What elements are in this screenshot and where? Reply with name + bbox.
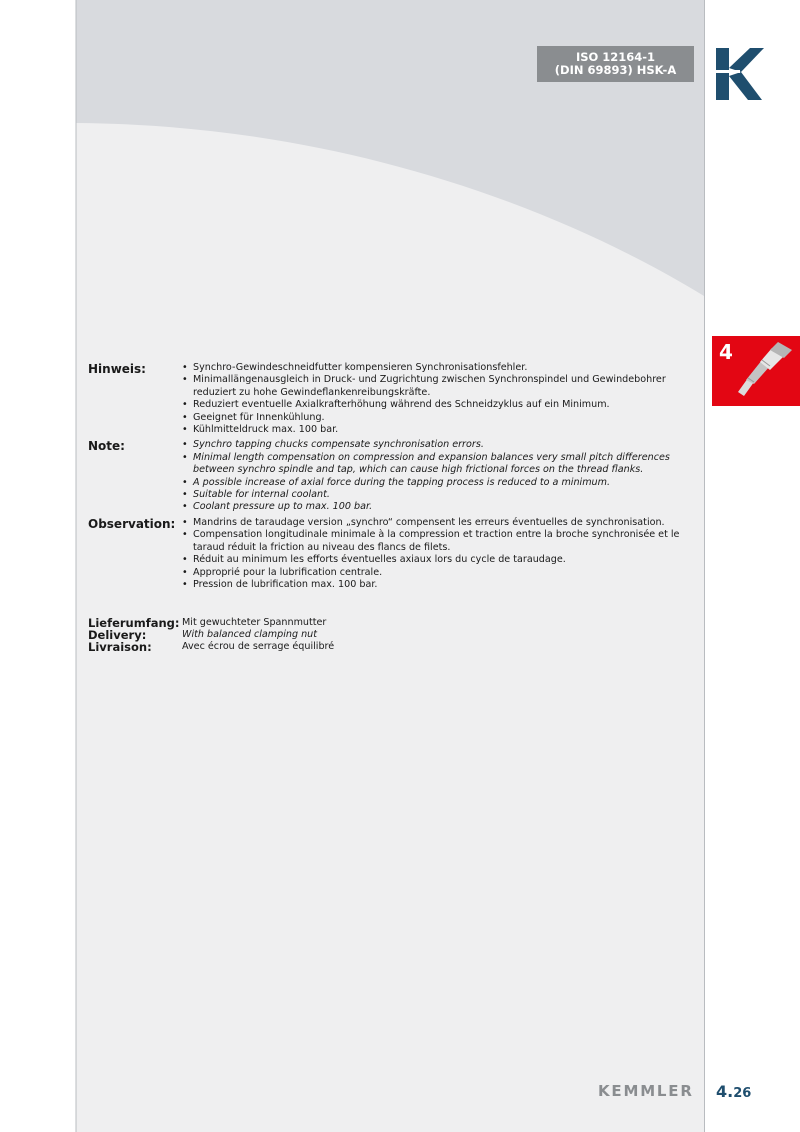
list-item: • Suitable for internal coolant. — [182, 489, 698, 501]
delivery-block — [88, 617, 588, 653]
delivery-row-fr — [88, 641, 588, 653]
list-item: • Réduit au minimum les efforts éventuelles axiaux lors du cycle de taraudage. — [182, 554, 698, 566]
chapter-tab[interactable] — [712, 336, 800, 406]
delivery-value: With balanced clamping nut — [182, 629, 318, 640]
delivery-value: Mit gewuchteter Spannmutter — [182, 617, 327, 628]
section-hinweis — [88, 362, 698, 436]
bullet-list — [182, 439, 698, 513]
delivery-label: Delivery: — [88, 628, 147, 642]
list-item: • Approprié pour la lubrification centrale. — [182, 567, 698, 579]
bullet-list — [182, 517, 698, 591]
section-note — [88, 439, 698, 513]
delivery-label: Lieferumfang: — [88, 616, 180, 630]
section-label: Observation: — [88, 516, 176, 531]
list-item: • Pression de lubrification max. 100 bar. — [182, 579, 698, 591]
delivery-value: Avec écrou de serrage équilibré — [182, 641, 335, 652]
list-item: • Geeignet für Innenkühlung. — [182, 412, 698, 424]
list-item: • Synchro tapping chucks compensate synchronisation errors. — [182, 439, 698, 451]
delivery-label: Livraison: — [88, 640, 152, 654]
standard-line-1: ISO 12164-1 — [575, 50, 656, 64]
list-item: • Synchro-Gewindeschneidfutter kompensieren Synchronisationsfehler. — [182, 362, 698, 374]
delivery-row-en — [88, 629, 588, 641]
notes-content — [88, 362, 698, 594]
section-label: Note: — [88, 439, 125, 454]
standard-header-badge — [537, 46, 694, 82]
chapter-tab-number: 4 — [719, 340, 733, 364]
section-label: Hinweis: — [88, 362, 146, 376]
brand-wordmark: KEMMLER — [598, 1082, 694, 1100]
list-item: • Kühlmitteldruck max. 100 bar. — [182, 424, 698, 436]
list-item: • Compensation longitudinale minimale à la compression et traction entre la broche synchronisée et le taraud réduit la friction au niveau des flancs de filets. — [182, 529, 698, 554]
page-chapter: 4. — [716, 1082, 734, 1101]
list-item: • Minimallängenausgleich in Druck- und Zugrichtung zwischen Synchronspindel und Gewindebohrer reduziert zu hohe Gewindeflankenreibungskräfte. — [182, 374, 698, 399]
list-item: • Reduziert eventuelle Axialkrafterhöhung während des Schneidzyklus auf ein Minimum. — [182, 399, 698, 411]
page-number — [716, 1082, 751, 1101]
page-index: 26 — [733, 1086, 752, 1101]
section-observation — [88, 517, 698, 591]
standard-line-2: (DIN 69893) HSK-A — [554, 63, 677, 77]
list-item: • A possible increase of axial force during the tapping process is reduced to a minimum. — [182, 477, 698, 489]
list-item: • Mandrins de taraudage version „synchro“ compensent les erreurs éventuelles de synchronisation. — [182, 517, 698, 529]
list-item: • Minimal length compensation on compression and expansion balances very small pitch differences between synchro spindle and tap, which can cause high frictional forces on the thread flanks. — [182, 452, 698, 477]
bullet-list — [182, 362, 698, 436]
tapping-chuck-icon — [732, 340, 796, 400]
list-item: • Coolant pressure up to max. 100 bar. — [182, 501, 698, 513]
delivery-row-de — [88, 617, 588, 629]
kemmler-k-logo-icon — [714, 46, 764, 102]
